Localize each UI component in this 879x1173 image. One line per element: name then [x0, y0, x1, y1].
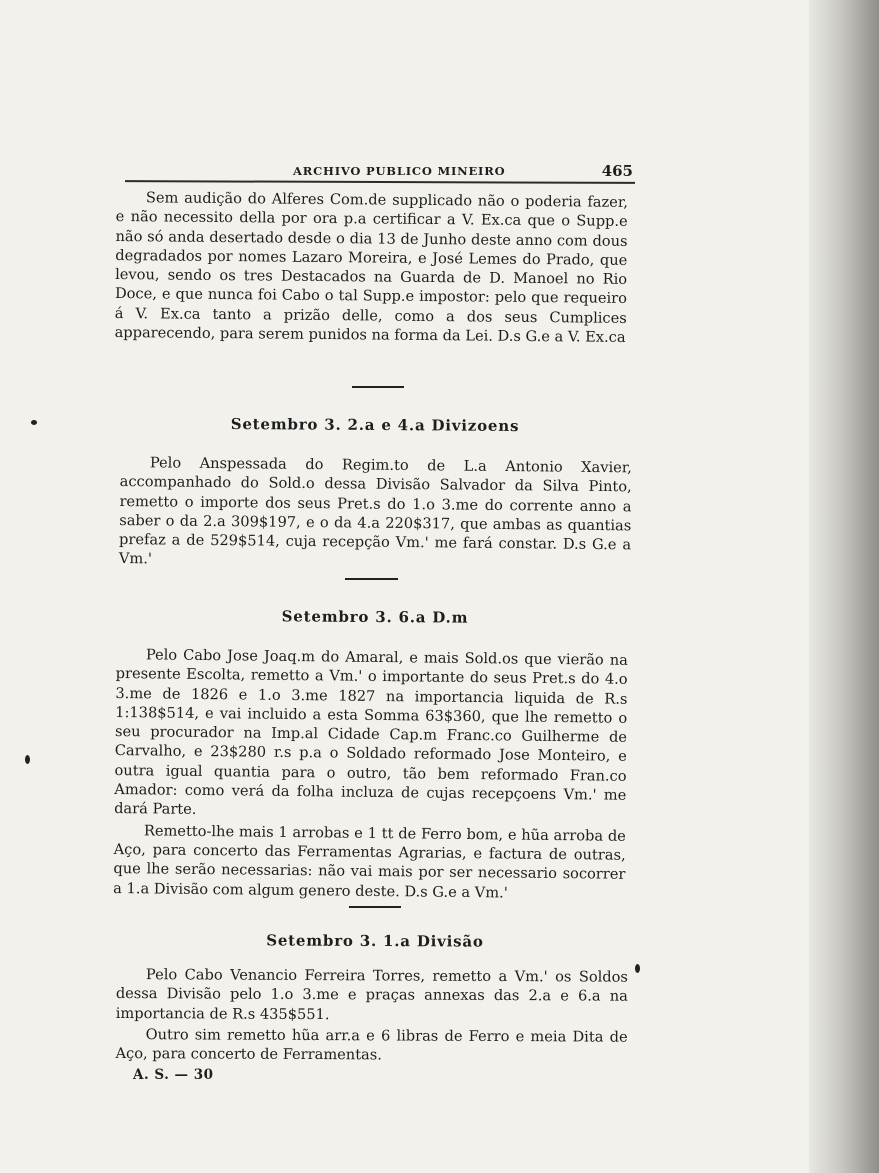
margin-mark [25, 755, 30, 764]
paragraph: Outro sim remetto hũa arr.a e 6 libras de Ferro e meia Dita de Aço, para concerto de Ferramentas. [115, 1026, 628, 1064]
page-edge-shadow [809, 0, 879, 1173]
running-title: ARCHIVO PUBLICO MINEIRO [293, 164, 506, 178]
section-1-body [115, 188, 628, 347]
section-2-heading: Setembro 3. 2.a e 4.a Divizoens [230, 414, 520, 436]
header-rule [125, 180, 635, 184]
section-3-heading: Setembro 3. 6.a D.m [281, 607, 469, 627]
section-4-body [115, 965, 628, 1066]
paragraph: Pelo Cabo Jose Joaq.m do Amaral, e mais Sold.os que vierão na presente Escolta, remetto a Vm.' o importante do seus Pret.s do 4.o 3.me de 1826 e 1.o 3.me 1827 na importancia liquida de R.s 1:138$514, e vai incluido a esta Somma 63$360, que lhe remetto o seu procurador na Imp.al Cidade Cap.m Franc.co Guilherme de Carvalho, e 23$280 r.s p.a o Soldado reformado Jose Monteiro, e outra igual quantia para o outro, tão bem reformado Fran.co Amador: como verá da folha incluza de cujas recepçoens Vm.' me dará Parte. [114, 646, 628, 819]
paragraph: Pelo Anspessada do Regim.to de L.a Antonio Xavier, accompanhado do Sold.o dessa Divisão Salvador da Silva Pinto, remetto o importe dos seus Pret.s do 1.o 3.me do corrente anno a saber o da 2.a 309$197, e o da 4.a 220$317, que ambas as quantias prefaz a de 529$514, cuja recepção Vm.' me fará constar. D.s G.e a Vm.' [118, 454, 632, 568]
paragraph: Remetto-lhe mais 1 arrobas e 1 tt de Ferro bom, e hũa arroba de Aço, para concerto das Ferramentas Agrarias, e factura de outras, que lhe serão necessarias: não vai mais por ser necessario socorrer a 1.a Divisão com algum genero deste. D.s G.e a Vm.' [113, 822, 626, 902]
signature-mark: A. S. — 30 [133, 1067, 214, 1083]
paragraph: Sem audição do Alferes Com.de supplicado não o poderia fazer, e não necessito della por ora p.a certificar a V. Ex.ca que o Supp.e não só anda desertado desde o dia 13 de Junho deste anno com dous degradados por nomes Lazaro Moreira, e José Lemes do Prado, que levou, sendo os tres Destacados na Guarda de D. Manoel no Rio Doce, e que nunca foi Cabo o tal Supp.e impostor: pelo que requeiro á V. Ex.ca tanto a prizão delle, como a dos seus Cumplices apparecendo, para serem punidos na forma da Lei. D.s G.e a V. Ex.ca [114, 189, 628, 346]
running-header [125, 160, 635, 182]
margin-mark [635, 964, 640, 973]
page-number: 465 [601, 162, 633, 180]
margin-mark [31, 420, 37, 425]
section-separator [345, 578, 398, 580]
section-separator [349, 906, 401, 908]
section-3-body [113, 645, 628, 904]
section-separator [352, 386, 404, 388]
section-2-body [119, 453, 632, 574]
section-4-heading: Setembro 3. 1.a Divisão [266, 931, 484, 951]
paragraph: Pelo Cabo Venancio Ferreira Torres, remetto a Vm.' os Soldos dessa Divisão pelo 1.o 3.me e praças annexas das 2.a e 6.a na importancia de R.s 435$551. [115, 966, 628, 1023]
